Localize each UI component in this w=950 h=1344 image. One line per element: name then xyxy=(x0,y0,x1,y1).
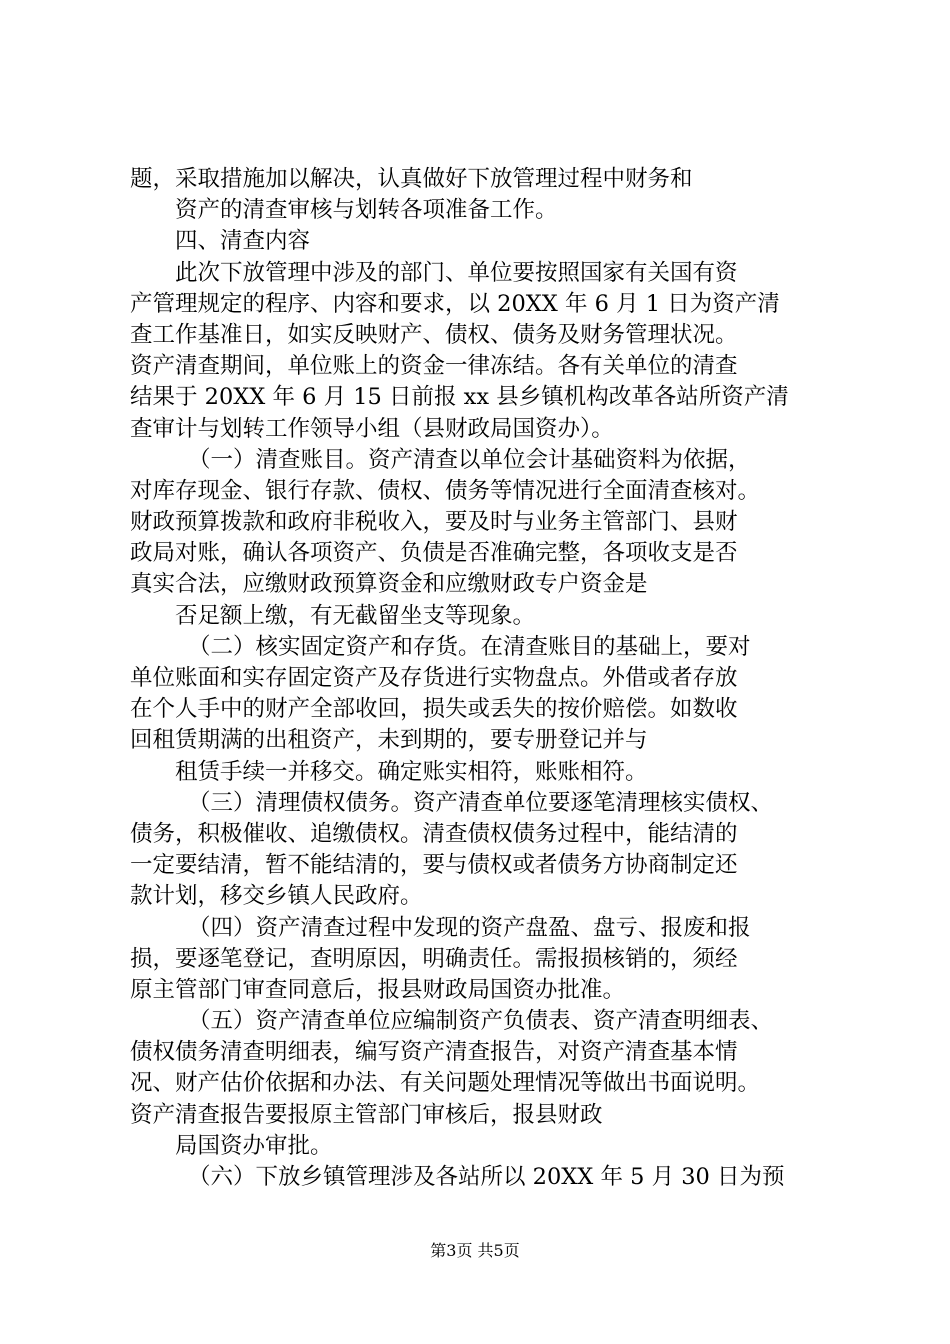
text-line: 财政预算拨款和政府非税收入，要及时与业务主管部门、县财 xyxy=(130,509,738,536)
text-line: 对库存现金、银行存款、债权、债务等情况进行全面清查核对。 xyxy=(130,477,761,504)
text-line: 查工作基准日，如实反映财产、债权、债务及财务管理状况。 xyxy=(130,321,738,348)
text-line: （六）下放乡镇管理涉及各站所以 20XX 年 5 月 30 日为预 xyxy=(188,1164,785,1190)
text-line: 一定要结清，暂不能结清的，要与债权或者债务方协商制定还 xyxy=(130,852,738,879)
document-body xyxy=(130,164,865,1193)
text-line: 在个人手中的财产全部收回，损失或丢失的按价赔偿。如数收 xyxy=(130,696,738,723)
text-line: 结果于 20XX 年 6 月 15 日前报 xx 县乡镇机构改革各站所资产清 xyxy=(130,384,789,411)
text-line: （五）资产清查单位应编制资产负债表、资产清查明细表、 xyxy=(188,1008,774,1035)
text-line: 债务，积极催收、追缴债权。清查债权债务过程中，能结清的 xyxy=(130,820,738,847)
text-line: 产管理规定的程序、内容和要求，以 20XX 年 6 月 1 日为资产清 xyxy=(130,290,780,317)
text-line: 单位账面和实存固定资产及存货进行实物盘点。外借或者存放 xyxy=(130,665,738,691)
text-line: 资产的清查审核与划转各项准备工作。 xyxy=(175,197,558,224)
text-line: （二）核实固定资产和存货。在清查账目的基础上，要对 xyxy=(188,633,751,660)
text-line: 资产清查期间，单位账上的资金一律冻结。各有关单位的清查 xyxy=(130,353,738,380)
page-footer: 第3页 共5页 xyxy=(430,1241,520,1260)
text-line: 否足额上缴，有无截留坐支等现象。 xyxy=(175,602,536,629)
text-line: 原主管部门审查同意后，报县财政局国资办批准。 xyxy=(130,976,626,1003)
text-line: 真实合法，应缴财政预算资金和应缴财政专户资金是 xyxy=(130,571,648,598)
text-line: 债权债务清查明细表，编写资产清查报告，对资产清查基本情 xyxy=(130,1039,738,1066)
text-line: 此次下放管理中涉及的部门、单位要按照国家有关国有资 xyxy=(175,259,738,286)
text-line: 政局对账，确认各项资产、负债是否准确完整，各项收支是否 xyxy=(130,540,738,567)
text-line: 租赁手续一并移交。确定账实相符，账账相符。 xyxy=(175,758,648,785)
text-line: 资产清查报告要报原主管部门审核后，报县财政 xyxy=(130,1101,603,1128)
text-line: 局国资办审批。 xyxy=(175,1132,333,1159)
text-line: 况、财产估价依据和办法、有关问题处理情况等做出书面说明。 xyxy=(130,1070,761,1097)
text-line: 四、清查内容 xyxy=(175,228,311,255)
text-line: （三）清理债权债务。资产清查单位要逐笔清理核实债权、 xyxy=(188,789,774,816)
text-line: 查审计与划转工作领导小组（县财政局国资办）。 xyxy=(130,415,614,442)
text-line: （四）资产清查过程中发现的资产盘盈、盘亏、报废和报 xyxy=(188,914,751,941)
text-line: 款计划，移交乡镇人民政府。 xyxy=(130,883,423,910)
text-line: 回租赁期满的出租资产，未到期的，要专册登记并与 xyxy=(130,727,648,754)
text-line: （一）清查账目。资产清查以单位会计基础资料为依据， xyxy=(188,446,751,473)
text-line: 损，要逐笔登记，查明原因，明确责任。需报损核销的，须经 xyxy=(130,945,738,972)
text-line: 题，采取措施加以解决，认真做好下放管理过程中财务和 xyxy=(130,166,693,192)
